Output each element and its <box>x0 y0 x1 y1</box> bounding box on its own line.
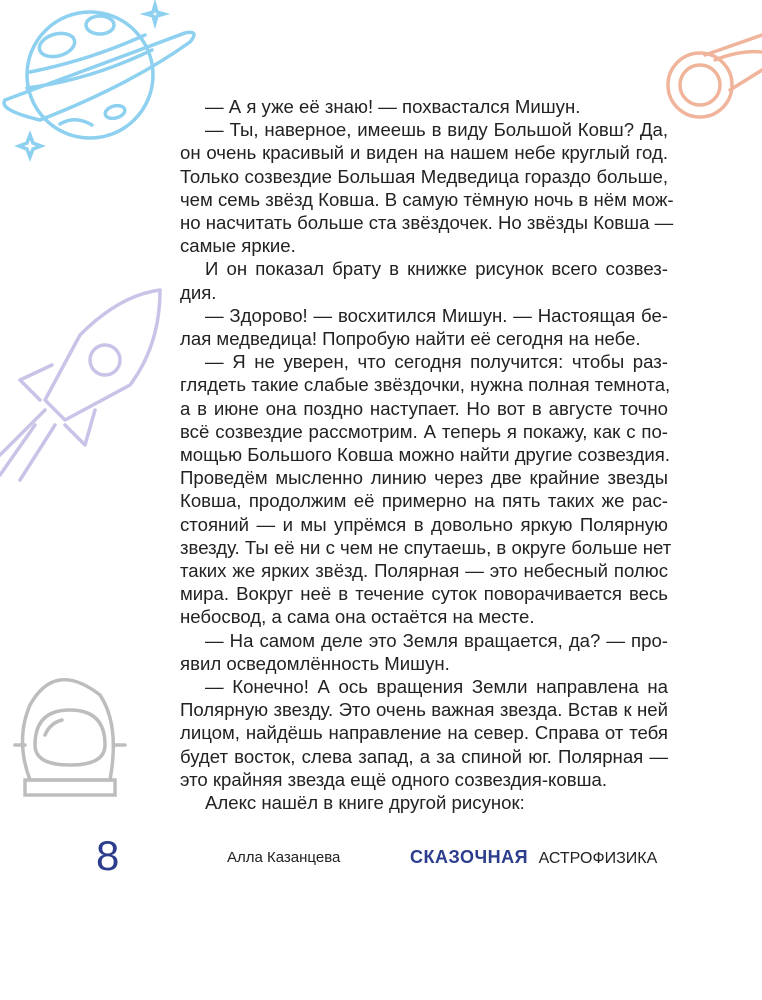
text-line: лицом, найдёшь направление на север. Справа от тебя <box>180 722 668 744</box>
text-line: чем семь звёзд Ковша. В самую тёмную ночь в нём мож- <box>180 188 674 210</box>
text-line: Проведём мысленно линию через две крайние звезды <box>180 467 668 489</box>
author-name: Алла Казанцева <box>227 849 341 866</box>
astronaut-helmet-icon <box>10 665 130 805</box>
series-subtitle: АСТРОФИЗИКА <box>538 850 658 867</box>
text-line: Алекс нашёл в книге другой рисунок: <box>205 792 525 814</box>
planet-icon <box>0 0 200 170</box>
story-text <box>180 95 674 814</box>
comet-icon <box>660 30 762 130</box>
paragraph <box>180 257 668 303</box>
text-line: дия. <box>180 281 217 303</box>
paragraph <box>180 629 668 675</box>
text-line: глядеть такие слабые звёздочки, нужна полная темнота, <box>180 374 671 396</box>
paragraph <box>180 675 668 791</box>
text-line: а в июне она поздно наступает. Но вот в августе точно <box>180 397 668 419</box>
rocket-icon <box>0 285 170 485</box>
page-number: 8 <box>96 832 120 879</box>
text-line: он очень красивый и виден на нашем небе круглый год. <box>180 142 668 164</box>
text-line: но насчитать больше ста звёздочек. Но звёзды Ковша — <box>180 212 674 234</box>
text-line: мира. Вокруг неё в течение суток поворачивается весь <box>180 583 668 605</box>
text-line: самые яркие. <box>180 235 296 257</box>
series-brand: СКАЗОЧНАЯ <box>410 847 529 867</box>
text-line: будет восток, слева запад, а за спиной юг. Полярная — <box>180 745 668 767</box>
text-line: звезду. Ты её ни с чем не спутаешь, в округе больше нет <box>180 536 672 558</box>
text-line: Только созвездие Большая Медведица гораздо больше, <box>180 165 668 187</box>
paragraph <box>180 118 674 257</box>
text-line: — Ты, наверное, имеешь в виду Большой Ковш? Да, <box>205 119 668 141</box>
text-line: мощью Большого Ковша можно найти другие созвездия. <box>180 444 671 466</box>
paragraph <box>180 95 668 118</box>
text-line: Ковша, продолжим её примерно на пять таких же рас- <box>180 490 668 512</box>
text-line: Полярную звезду. Это очень важная звезда. Встав к ней <box>180 699 668 721</box>
text-line: стояний — и мы упрёмся в довольно яркую Полярную <box>180 513 668 535</box>
series-title <box>410 847 657 868</box>
paragraph <box>180 350 672 628</box>
text-line: — Конечно! А ось вращения Земли направлена на <box>205 676 668 698</box>
text-line: небосвод, а сама она остаётся на месте. <box>180 606 535 628</box>
text-line: явил осведомлённость Мишун. <box>180 652 450 674</box>
text-line: — Здорово! — восхитился Мишун. — Настоящая бе- <box>205 304 668 326</box>
text-line: — Я не уверен, что сегодня получится: чтобы раз- <box>205 351 668 373</box>
text-line: всё созвездие рассмотрим. А теперь я покажу, как с по- <box>180 420 668 442</box>
text-line: лая медведица! Попробую найти её сегодня на небе. <box>180 328 641 350</box>
paragraph <box>180 791 668 814</box>
text-line: — А я уже её знаю! — похвастался Мишун. <box>205 96 581 117</box>
paragraph <box>180 304 668 350</box>
text-line: это крайняя звезда ещё одного созвездия-ковша. <box>180 768 608 790</box>
text-line: таких же ярких звёзд. Полярная — это небесный полюс <box>180 560 668 582</box>
text-line: И он показал брату в книжке рисунок всего созвез- <box>205 258 668 280</box>
text-line: — На самом деле это Земля вращается, да? — про- <box>205 629 668 651</box>
